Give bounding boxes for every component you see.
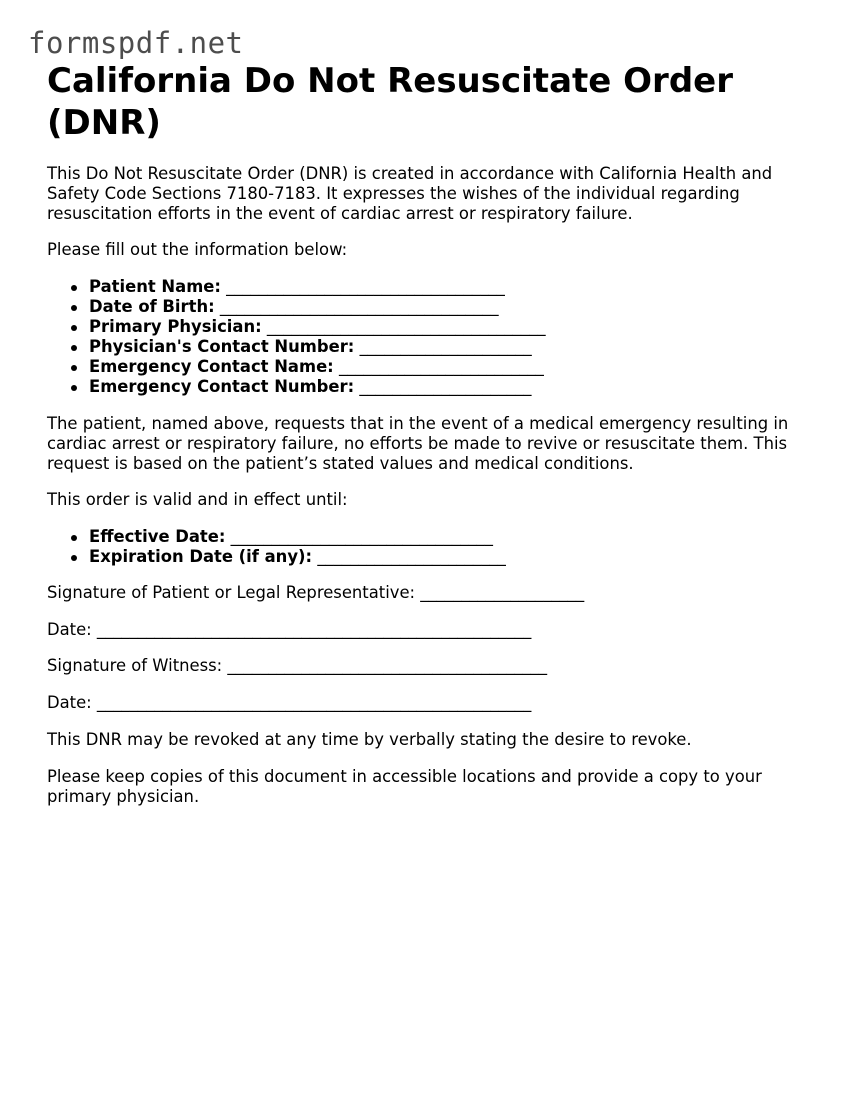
field-label: Physician's Contact Number:	[89, 337, 355, 356]
date-blank[interactable]: _____________________________________________________	[96, 693, 532, 712]
fill-prompt: Please fill out the information below:	[47, 240, 348, 259]
physician-contact-number-field[interactable]	[89, 337, 546, 357]
field-blank[interactable]: __________________________________	[226, 277, 505, 296]
emergency-contact-name-field[interactable]	[89, 357, 546, 377]
field-label: Emergency Contact Name:	[89, 357, 334, 376]
field-blank[interactable]: _______________________	[317, 547, 506, 566]
copies-paragraph: Please keep copies of this document in accessible locations and provide a copy to your primary physician.	[47, 767, 762, 806]
watermark: formspdf.net	[28, 26, 244, 60]
primary-physician-field[interactable]	[89, 317, 546, 337]
effective-date-field[interactable]	[89, 527, 506, 547]
field-blank[interactable]: __________________________________	[219, 297, 499, 316]
field-label: Effective Date:	[89, 527, 226, 546]
field-blank[interactable]: _________________________	[338, 357, 544, 376]
patient-name-field[interactable]	[89, 277, 546, 297]
signature-blank[interactable]: _______________________________________	[227, 656, 548, 675]
signature-label: Signature of Patient or Legal Representative:	[47, 583, 416, 602]
field-label: Patient Name:	[89, 277, 221, 296]
field-blank[interactable]: _____________________	[359, 337, 532, 356]
emergency-contact-number-field[interactable]	[89, 377, 546, 397]
signature-label: Signature of Witness:	[47, 656, 223, 675]
patient-date-line[interactable]	[47, 620, 817, 640]
request-paragraph: The patient, named above, requests that in the event of a medical emergency resulting in cardiac arrest or respiratory failure, no efforts be made to revive or resuscitate them. This request is based on the patient’s stated values and medical conditions.	[47, 414, 789, 473]
field-blank[interactable]: __________________________________	[266, 317, 546, 336]
date-label: Date:	[47, 620, 92, 639]
field-blank[interactable]: ________________________________	[230, 527, 493, 546]
date-blank[interactable]: _____________________________________________________	[96, 620, 532, 639]
field-blank[interactable]: _____________________	[359, 377, 532, 396]
date-label: Date:	[47, 693, 92, 712]
field-label: Date of Birth:	[89, 297, 215, 316]
revoke-paragraph: This DNR may be revoked at any time by verbally stating the desire to revoke.	[47, 730, 692, 749]
validity-prompt: This order is valid and in effect until:	[47, 490, 348, 509]
field-label: Primary Physician:	[89, 317, 262, 336]
validity-date-list	[47, 527, 506, 567]
intro-paragraph: This Do Not Resuscitate Order (DNR) is created in accordance with California Health and Safety Code Sections 7180-7183. It expresses the wishes of the individual regarding resuscitation efforts in the event of cardiac arrest or respiratory failure.	[47, 164, 773, 223]
signature-blank[interactable]: ____________________	[420, 583, 585, 602]
expiration-date-field[interactable]	[89, 547, 506, 567]
witness-signature-line[interactable]	[47, 656, 817, 676]
date-of-birth-field[interactable]	[89, 297, 546, 317]
page-title: California Do Not Resuscitate Order (DNR)	[47, 61, 733, 143]
field-label: Expiration Date (if any):	[89, 547, 313, 566]
witness-date-line[interactable]	[47, 693, 817, 713]
patient-signature-line[interactable]	[47, 583, 817, 603]
patient-info-list	[47, 277, 546, 397]
field-label: Emergency Contact Number:	[89, 377, 355, 396]
